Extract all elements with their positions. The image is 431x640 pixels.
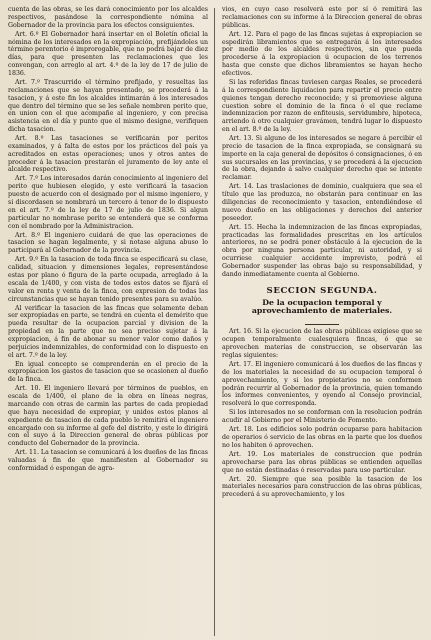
article-paragraph: Art. 11. La tasacion se comunicará á los dueños de las fincas valuadas á fin de que manifiesten al Gobernador su conformidad ó espongan de agra- xyxy=(8,449,208,472)
heading-rule xyxy=(305,324,339,325)
article-paragraph: Art. 6.º El Gobernador hará insertar en el Boletín oficial la nómina de los interesados en la expropiación, prefijándoles un término perentorio é improrogable, que no podrá bajar de diez días, para que presenten las reclamaciones que les convengan, con arreglo al art. 4.º de la ley de 17 de julio de 1836. xyxy=(8,30,208,77)
article-paragraph: Si las referidas fincas tuviesen cargas Reales, se procederá á la correspondiente liquidacion para repartir el precio entre quienes tengan derecho reconocido; y si promoviese alguna cuestion sobre el dominio de la finca ó el que reclame indemnizacion por razon de enfiteusis, servidumbre, hipoteca, arriendo ú otro cualquier gravámen, tendrá lugar lo dispuesto en el art. 8.º de la ley. xyxy=(222,78,422,134)
article-paragraph: En igual concepto se comprenderán en el precio de la expropiacion los gastos de tasacion que se ocasionen al dueño de la finca. xyxy=(8,360,208,384)
column-divider xyxy=(214,8,215,636)
article-paragraph: Art. 17. El ingeniero comunicará á los dueños de las fincas y de los materiales la necesidad de su ocupacion temporal ó aprovechamiento, y si los propietarios no se conformen podrán recurrir al Gobernador de la provincia, quien tomando los informes convenientes, y oyendo al Consejo provincial, resolverá lo que corresponda. xyxy=(222,361,422,408)
article-paragraph: Si los interesados no se conforman con la resolucion podrán acudir al Gobierno por el Ministerio de Fomento. xyxy=(222,409,422,425)
article-paragraph: Art. 18. Los edificios solo podrán ocuparse para habitacion de operarios ó servicio de las obras en la parte que los dueños no los habiten ó aprovechen. xyxy=(222,426,422,449)
article-paragraph: vios, en cuyo caso resolverá este por sí ó remitirá las reclamaciones con su informe á la Direccion general de obras públicas. xyxy=(222,6,422,29)
section-subtitle: De la ocupacion temporal y aprovechamiento de materiales. xyxy=(251,297,393,316)
article-paragraph: Art. 12. Para el pago de las fincas sujetas á expropiacion se espedirán libramientos que se entregarán á los interesados por medio de los alcaldes respectivos, sin que pueda procederse á la expropiacion ú ocupacion de los terrenos hasta que conste que dichos libramientos se hayan hecho efectivos. xyxy=(222,30,422,77)
article-paragraph: Art. 13. Si alguno de los interesados se negare á percibir el precio de tasacion de la finca expropiada, se consignará su importe en la caja general de depósitos ó consignaciones, ó en sus sucursales en las provincias, y se procederá á la ejecucion de la obra, dejando á salvo cualquier derecho que se intente reclamar. xyxy=(222,135,422,182)
article-paragraph: Art. 8.º Las tasaciones se verificarán por peritos examinados, y á falta de estos por los prácticos del país ya acreditados en estas operaciones; unos y otros antes de proceder á la tasacion prestarán el juramento de ley ante el alcalde respectivo. xyxy=(8,135,208,174)
right-text-column xyxy=(222,6,422,640)
article-paragraph: Art. 15. Hecha la indemnizacion de las fincas expropiadas, practicadas las formalidades prescritas en los artículos anteriores, no se podrá poner obstáculo á la ejecucion de la obra por ninguna persona particular, ni autoridad, y si ocurriese cualquier accidente imprevisto, podrá el Gobernador suspender las obras bajo su responsabilidad, y dando inmediatamente cuenta al Gobierno. xyxy=(222,223,422,278)
article-paragraph: Art. 14. Las traslaciones de dominio, cualquiera que sea el título que las produzca, no obstarán para continuar en las diligencias de reconocimiento y tasacion, entendiéndose el nuevo dueño en las obligaciones y derechos del anterior poseedor. xyxy=(222,183,422,222)
article-paragraph: Al verificar la tasacion de las fincas que solamente deban ser expropiadas en parte, se tendrá en cuenta el demérito que pueda resultar de la ocupacion parcial y division de la propiedad en la parte que no sea preciso sujetar á la expropiacion, á fin de abonar su menor valor como daños y perjuicios indemnizables, de conformidad con lo dispuesto en el art. 7.º de la ley. xyxy=(8,304,208,359)
article-paragraph: Art. 7.º Los interesados darán conocimiento al ingeniero del perito que hubiesen elegido, y este verificará la tasacion puesto de acuerdo con el designado por el mismo ingeniero, y si discordasen se nombrará un tercero á tenor de lo dispuesto en el art. 7.º de la ley de 17 de julio de 1836. Si algun particular no nombrase perito se entenderá que se conforma con el nombrado por la Administracion. xyxy=(8,175,208,230)
section-heading: SECCION SEGUNDA. xyxy=(266,285,378,296)
article-paragraph: Art. 9.º En la tasacion de toda finca se especificará su clase, calidad, situacion y dimensiones legales, representándose estas por plano ó figura de la parte ocupada, arreglado á la escala de 1/400, y con vista de todos estos datos se fijará el valor en renta y venta de la finca, con expresion de todas las circunstancias que se hayan tenido presentes para su avalúo. xyxy=(8,256,208,303)
article-paragraph: cuenta de las obras, se les dará conocimiento por los alcaldes respectivos, pasándose la correspondiente nómina al Gobernador de la provincia para los efectos consiguientes. xyxy=(8,6,208,29)
left-text-column xyxy=(8,6,208,640)
article-paragraph: Art. 19. Los materiales de construccion que podrán aprovecharse para las obras públicas se entienden aquellas que no están destinadas ó reservadas para uso particular. xyxy=(222,450,422,474)
article-paragraph: Art. 16. Si la ejecucion de las obras públicas exigiese que se ocupen temporalmente cualesquiera fincas, ó que se aprovechen materias de construccion, se observarán las reglas siguientes: xyxy=(222,328,422,359)
article-paragraph: Art. 8.º El ingeniero cuidará de que las operaciones de tasacion se hagan legalmente, y si notase alguna abuso lo participará al Gobernador de la provincia. xyxy=(8,231,208,255)
article-paragraph: Art. 20. Siempre que sea posible la tasacion de los materiales necesarios para construccion de las obras públicas, precederá á su aprovechamiento, y los xyxy=(222,475,422,499)
article-paragraph: Art. 7.º Trascurrido el término prefijado, y resueltas las reclamaciones que se hayan presentado, se procederá á la tasacion, y á este fin los alcaldes intimarán á los interesados que dentro del término que se les señale nombren perito que, en union con el que acompañe al ingeniero, y con precisa asistencia en el día y punto que el mismo designe, verifiquen dicha tasacion. xyxy=(8,78,208,134)
article-paragraph: Art. 10. El ingeniero llevará por términos de pueblos, en escala de 1/400, el plano de la obra en líneas negras, marcando con otras de carmin las partes de cada propiedad que haya necesidad de expropiar, y unidos estos planos al expediente de tasacion de cada pueblo lo remitirá el ingeniero encargado con su informe al gefe del distrito, y este lo dirigirá con el suyo á la Direccion general de obras públicas por conducto del Gobernador de la provincia. xyxy=(8,385,208,448)
